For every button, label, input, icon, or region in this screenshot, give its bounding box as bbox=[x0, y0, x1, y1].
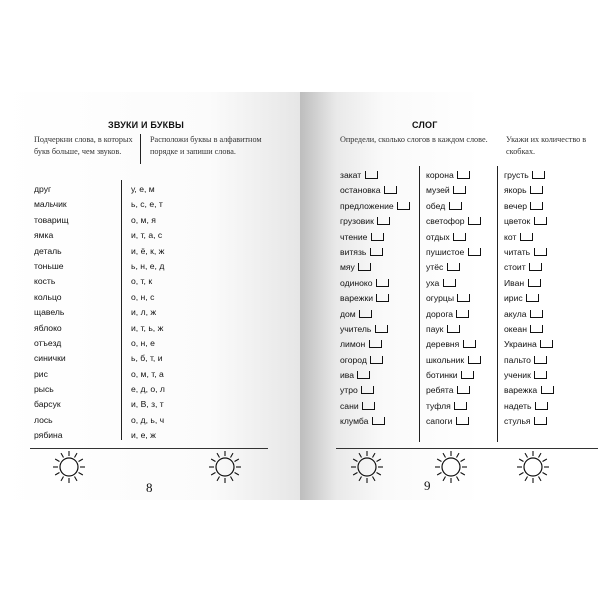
word-text: и, л, ж bbox=[131, 307, 157, 318]
word-text: огород bbox=[340, 354, 367, 365]
answer-box[interactable] bbox=[370, 356, 383, 364]
answer-box[interactable] bbox=[372, 417, 385, 425]
answer-box[interactable] bbox=[534, 217, 547, 225]
word-text: ботинки bbox=[426, 370, 458, 381]
word-row bbox=[131, 336, 165, 351]
left-ground-line bbox=[30, 448, 268, 449]
answer-box[interactable] bbox=[443, 279, 456, 287]
word-text: якорь bbox=[504, 185, 527, 196]
word-text: грузовик bbox=[340, 216, 374, 227]
answer-box[interactable] bbox=[384, 186, 397, 194]
word-text: читать bbox=[504, 246, 531, 257]
word-row bbox=[131, 244, 165, 259]
word-text: музей bbox=[426, 185, 450, 196]
syllable-word bbox=[340, 183, 410, 198]
answer-box[interactable] bbox=[359, 310, 372, 318]
syllable-column-2 bbox=[426, 168, 481, 430]
syllable-word bbox=[340, 260, 410, 275]
word-text: стулья bbox=[504, 416, 531, 427]
word-row bbox=[131, 397, 165, 412]
sun-icon bbox=[516, 450, 550, 484]
word-text: ученик bbox=[504, 370, 531, 381]
word-row bbox=[34, 428, 69, 443]
answer-box[interactable] bbox=[369, 340, 382, 348]
word-text: ирис bbox=[504, 293, 523, 304]
syllable-word bbox=[340, 322, 410, 337]
word-text: деревня bbox=[426, 339, 460, 350]
syllable-word bbox=[504, 399, 554, 414]
syllable-word bbox=[504, 383, 554, 398]
word-text: о, н, с bbox=[131, 291, 155, 302]
right-instruction-2: Укажи их количество в скобках. bbox=[506, 135, 587, 156]
word-text: надеть bbox=[504, 400, 532, 411]
answer-box[interactable] bbox=[447, 263, 460, 271]
syllable-word bbox=[426, 260, 481, 275]
word-text: утро bbox=[340, 385, 358, 396]
syllable-word bbox=[340, 368, 410, 383]
answer-box[interactable] bbox=[447, 325, 460, 333]
word-row bbox=[34, 290, 69, 305]
word-text: цветок bbox=[504, 216, 531, 227]
word-text: пушистое bbox=[426, 246, 465, 257]
word-row bbox=[34, 213, 69, 228]
word-row bbox=[34, 351, 69, 366]
word-text: дом bbox=[340, 308, 356, 319]
right-instruction-1: Определи, сколько слогов в каждом слове. bbox=[340, 135, 488, 144]
left-page bbox=[0, 92, 300, 500]
word-row bbox=[131, 228, 165, 243]
syllable-word bbox=[340, 307, 410, 322]
syllable-word bbox=[504, 414, 554, 429]
word-text: ь, н, е, д bbox=[131, 260, 165, 271]
word-text: грусть bbox=[504, 170, 529, 180]
word-text: тоньше bbox=[34, 260, 64, 271]
word-text: корона bbox=[426, 170, 454, 180]
answer-box[interactable] bbox=[530, 325, 543, 333]
word-text: и, т, ь, ж bbox=[131, 322, 164, 333]
answer-box[interactable] bbox=[457, 294, 470, 302]
syllable-word bbox=[426, 276, 481, 291]
sun-icon bbox=[434, 450, 468, 484]
word-text: витязь bbox=[340, 246, 367, 257]
answer-box[interactable] bbox=[534, 248, 547, 256]
word-text: мальчик bbox=[34, 199, 67, 210]
answer-box[interactable] bbox=[370, 248, 383, 256]
answer-box[interactable] bbox=[461, 371, 474, 379]
syllable-word bbox=[426, 353, 481, 368]
right-page bbox=[300, 92, 600, 500]
syllable-word bbox=[504, 199, 554, 214]
answer-box[interactable] bbox=[463, 340, 476, 348]
word-text: предложение bbox=[340, 200, 394, 211]
answer-box[interactable] bbox=[453, 186, 466, 194]
answer-box[interactable] bbox=[397, 202, 410, 210]
word-text: дорога bbox=[426, 308, 454, 319]
syllable-word bbox=[426, 414, 481, 429]
word-row bbox=[131, 382, 165, 397]
answer-box[interactable] bbox=[453, 233, 466, 241]
word-text: уха bbox=[426, 277, 440, 288]
right-ground-line bbox=[336, 448, 598, 449]
syllable-word bbox=[504, 230, 554, 245]
word-row bbox=[131, 413, 165, 428]
answer-box[interactable] bbox=[520, 233, 533, 241]
answer-box[interactable] bbox=[371, 233, 384, 241]
left-column-divider bbox=[121, 180, 122, 440]
word-text: Иван bbox=[504, 277, 525, 288]
answer-box[interactable] bbox=[468, 217, 481, 225]
answer-box[interactable] bbox=[457, 171, 470, 179]
answer-box[interactable] bbox=[530, 202, 543, 210]
syllable-word bbox=[504, 214, 554, 229]
word-text: ива bbox=[340, 370, 355, 381]
word-text: яблоко bbox=[34, 322, 62, 333]
answer-box[interactable] bbox=[532, 171, 545, 179]
word-text: и, е, ж bbox=[131, 430, 156, 441]
word-text: огурцы bbox=[426, 293, 454, 304]
syllable-word bbox=[504, 291, 554, 306]
word-text: сапоги bbox=[426, 416, 453, 427]
word-text: кость bbox=[34, 276, 56, 287]
syllable-word bbox=[504, 260, 554, 275]
answer-box[interactable] bbox=[456, 310, 469, 318]
syllable-word bbox=[340, 199, 410, 214]
left-instruction-2: Расположи буквы в алфавитном порядке и запиши слова. bbox=[150, 135, 262, 156]
book-spread bbox=[0, 92, 600, 500]
word-row bbox=[131, 259, 165, 274]
word-row bbox=[34, 259, 69, 274]
syllable-word bbox=[340, 353, 410, 368]
word-text: кольцо bbox=[34, 291, 62, 302]
word-row bbox=[34, 367, 69, 382]
syllable-word bbox=[426, 168, 481, 183]
syllable-word bbox=[426, 322, 481, 337]
answer-box[interactable] bbox=[357, 371, 370, 379]
word-text: и, ё, к, ж bbox=[131, 245, 165, 256]
syllable-word bbox=[340, 168, 410, 183]
syllable-word bbox=[426, 291, 481, 306]
word-text: о, м, я bbox=[131, 214, 156, 225]
syllable-word bbox=[426, 199, 481, 214]
syllable-word bbox=[340, 383, 410, 398]
syllable-word bbox=[504, 307, 554, 322]
word-text: товарищ bbox=[34, 214, 69, 225]
syllable-word bbox=[504, 353, 554, 368]
syllable-word bbox=[426, 230, 481, 245]
word-text: друг bbox=[34, 184, 52, 194]
answer-box[interactable] bbox=[361, 386, 374, 394]
word-row bbox=[131, 305, 165, 320]
syllable-word bbox=[504, 337, 554, 352]
word-text: о, н, е bbox=[131, 337, 155, 348]
word-text: школьник bbox=[426, 354, 465, 365]
word-row bbox=[131, 274, 165, 289]
answer-box[interactable] bbox=[454, 402, 467, 410]
syllable-word bbox=[340, 399, 410, 414]
word-text: утёс bbox=[426, 262, 444, 273]
left-word-column bbox=[34, 182, 69, 444]
answer-box[interactable] bbox=[468, 248, 481, 256]
answer-box[interactable] bbox=[540, 340, 553, 348]
sun-icon bbox=[350, 450, 384, 484]
word-text: светофор bbox=[426, 216, 465, 227]
word-text: лимон bbox=[340, 339, 366, 350]
word-text: пальто bbox=[504, 354, 531, 365]
answer-box[interactable] bbox=[376, 294, 389, 302]
right-page-number: 9 bbox=[424, 478, 431, 493]
answer-box[interactable] bbox=[528, 279, 541, 287]
answer-box[interactable] bbox=[530, 186, 543, 194]
answer-box[interactable] bbox=[526, 294, 539, 302]
left-page-number: 8 bbox=[146, 480, 153, 495]
right-column-divider-2 bbox=[497, 166, 498, 442]
syllable-word bbox=[504, 183, 554, 198]
word-row bbox=[34, 228, 69, 243]
answer-box[interactable] bbox=[377, 217, 390, 225]
word-row bbox=[34, 413, 69, 428]
left-instruction-1: Подчеркни слова, в которых букв больше, чем звуков. bbox=[34, 135, 133, 156]
word-row bbox=[131, 290, 165, 305]
word-text: рябина bbox=[34, 430, 63, 441]
word-text: акула bbox=[504, 308, 527, 319]
word-text: ь, с, е, т bbox=[131, 199, 163, 210]
word-text: у, е, м bbox=[131, 184, 155, 194]
syllable-word bbox=[426, 383, 481, 398]
syllable-word bbox=[340, 414, 410, 429]
syllable-word bbox=[426, 183, 481, 198]
word-row bbox=[34, 382, 69, 397]
word-text: рысь bbox=[34, 384, 54, 395]
sun-icon bbox=[208, 450, 242, 484]
word-text: Украина bbox=[504, 339, 537, 350]
word-text: вечер bbox=[504, 200, 527, 211]
word-row bbox=[34, 197, 69, 212]
word-text: варежка bbox=[504, 385, 538, 396]
word-text: ь, б, т, и bbox=[131, 353, 163, 364]
syllable-word bbox=[426, 337, 481, 352]
word-row bbox=[131, 197, 165, 212]
answer-box[interactable] bbox=[362, 402, 375, 410]
word-text: отъезд bbox=[34, 337, 62, 348]
word-text: сани bbox=[340, 400, 359, 411]
word-text: ямка bbox=[34, 230, 54, 241]
word-row bbox=[34, 336, 69, 351]
answer-box[interactable] bbox=[530, 310, 543, 318]
left-page-title: ЗВУКИ И БУКВЫ bbox=[108, 120, 185, 130]
answer-box[interactable] bbox=[534, 417, 547, 425]
answer-box[interactable] bbox=[541, 386, 554, 394]
answer-box[interactable] bbox=[456, 417, 469, 425]
answer-box[interactable] bbox=[457, 386, 470, 394]
word-text: клумба bbox=[340, 416, 369, 427]
word-text: рис bbox=[34, 368, 48, 379]
syllable-column-3 bbox=[504, 168, 554, 430]
word-row bbox=[131, 351, 165, 366]
instruction-divider bbox=[140, 134, 141, 164]
word-text: лось bbox=[34, 414, 53, 425]
word-text: синички bbox=[34, 353, 66, 364]
syllable-word bbox=[340, 214, 410, 229]
word-row bbox=[34, 305, 69, 320]
word-text: варежки bbox=[340, 293, 374, 304]
answer-box[interactable] bbox=[375, 325, 388, 333]
word-row bbox=[34, 321, 69, 336]
word-text: е, д, о, л bbox=[131, 384, 165, 395]
syllable-word bbox=[340, 245, 410, 260]
word-text: ребята bbox=[426, 385, 454, 396]
answer-box[interactable] bbox=[534, 356, 547, 364]
syllable-word bbox=[340, 291, 410, 306]
answer-box[interactable] bbox=[534, 371, 547, 379]
word-text: паук bbox=[426, 323, 444, 334]
word-text: о, д, ь, ч bbox=[131, 414, 165, 425]
syllable-word bbox=[504, 368, 554, 383]
word-text: учитель bbox=[340, 323, 372, 334]
word-text: барсук bbox=[34, 399, 61, 410]
syllable-word bbox=[504, 245, 554, 260]
word-text: мяу bbox=[340, 262, 355, 273]
answer-box[interactable] bbox=[449, 202, 462, 210]
word-row bbox=[131, 213, 165, 228]
syllable-word bbox=[504, 276, 554, 291]
syllable-word bbox=[426, 307, 481, 322]
answer-box[interactable] bbox=[468, 356, 481, 364]
answer-box[interactable] bbox=[358, 263, 371, 271]
word-text: закат bbox=[340, 170, 362, 180]
word-text: одиноко bbox=[340, 277, 373, 288]
word-text: стоит bbox=[504, 262, 526, 273]
word-row bbox=[131, 321, 165, 336]
word-row bbox=[34, 274, 69, 289]
word-row bbox=[34, 182, 69, 197]
word-text: о, т, к bbox=[131, 276, 153, 287]
syllable-word bbox=[340, 230, 410, 245]
word-text: чтение bbox=[340, 231, 368, 242]
answer-box[interactable] bbox=[535, 402, 548, 410]
word-text: о, м, т, а bbox=[131, 368, 164, 379]
syllable-word bbox=[504, 168, 554, 183]
answer-box[interactable] bbox=[376, 279, 389, 287]
syllable-column-1 bbox=[340, 168, 410, 430]
word-row bbox=[131, 428, 165, 443]
word-text: остановка bbox=[340, 185, 381, 196]
word-text: туфля bbox=[426, 400, 451, 411]
answer-box[interactable] bbox=[529, 263, 542, 271]
word-text: кот bbox=[504, 231, 517, 242]
word-row bbox=[131, 367, 165, 382]
word-text: и, т, а, с bbox=[131, 230, 163, 241]
word-text: океан bbox=[504, 323, 527, 334]
word-row bbox=[131, 182, 165, 197]
right-column-divider-1 bbox=[419, 166, 420, 442]
right-page-title: СЛОГ bbox=[412, 120, 438, 130]
syllable-word bbox=[426, 214, 481, 229]
syllable-word bbox=[340, 276, 410, 291]
word-text: и, В, з, т bbox=[131, 399, 164, 410]
word-row bbox=[34, 397, 69, 412]
word-text: деталь bbox=[34, 245, 62, 256]
answer-box[interactable] bbox=[365, 171, 378, 179]
syllable-word bbox=[426, 245, 481, 260]
syllable-word bbox=[340, 337, 410, 352]
word-text: отдых bbox=[426, 231, 450, 242]
sun-icon bbox=[52, 450, 86, 484]
syllable-word bbox=[426, 399, 481, 414]
left-letters-column bbox=[131, 182, 165, 444]
word-text: щавель bbox=[34, 307, 65, 318]
word-text: обед bbox=[426, 200, 446, 211]
word-row bbox=[34, 244, 69, 259]
syllable-word bbox=[426, 368, 481, 383]
syllable-word bbox=[504, 322, 554, 337]
